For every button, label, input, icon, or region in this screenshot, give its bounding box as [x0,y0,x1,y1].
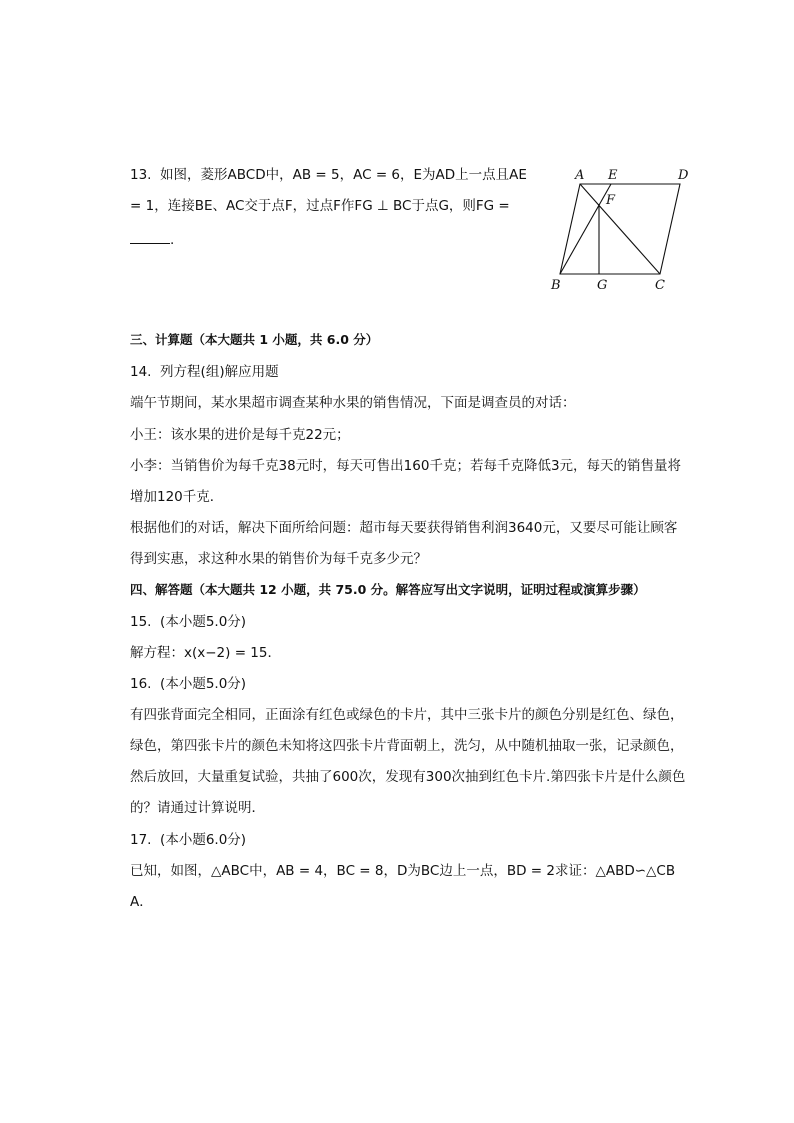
q13-line-1: 13. 如图，菱形ABCD中，AB = 5，AC = 6，E为AD上一点且AE [130,167,527,183]
q16-title: 16. (本小题5.0分) [130,676,247,692]
segment-be [560,184,611,274]
label-c: C [655,278,665,293]
answer-blank [130,229,170,244]
q13-period: . [170,232,175,248]
q17-title: 17. (本小题6.0分) [130,832,247,848]
q14-para-4b: 得到实惠，求这种水果的销售价为每千克多少元？ [130,551,427,567]
label-b: B [551,278,561,293]
q14-para-1: 端午节期间，某水果超市调查某种水果的销售情况，下面是调查员的对话： [130,395,576,411]
q15-body: 解方程：x(x−2) = 15． [130,645,281,661]
q16-line-2: 绿色，第四张卡片的颜色未知将这四张卡片背面朝上，洗匀，从中随机抽取一张，记录颜色， [130,738,684,754]
q17-line-1: 已知，如图，△ABC中，AB = 4，BC = 8，D为BC边上一点，BD = 2求证：△ABD∽△CB [130,863,676,879]
section-4-heading: 四、解答题（本大题共 12 小题，共 75.0 分。解答应写出文字说明，证明过程或演算步骤） [130,582,646,597]
q13-line-3 [130,229,174,249]
q13-line-2: = 1，连接BE、AC交于点F，过点F作FG ⊥ BC于点G，则FG = [130,198,510,214]
section-3-heading: 三、计算题（本大题共 1 小题，共 6.0 分） [130,332,379,347]
q14-para-3a: 小李：当销售价为每千克38元时，每天可售出160千克；若每千克降低3元，每天的销售量将 [130,458,682,474]
q16-line-4: 的？请通过计算说明． [130,800,265,816]
q14-title: 14. 列方程(组)解应用题 [130,364,279,380]
label-d: D [678,168,689,183]
label-f: F [606,193,616,208]
q14-para-2: 小王：该水果的进价是每千克22元； [130,427,350,443]
q14-para-4a: 根据他们的对话，解决下面所给问题：超市每天要获得销售利润3640元，又要尽可能让顾客 [130,520,678,536]
diagonal-ac [580,184,660,274]
q14-para-3b: 增加120千克． [130,489,224,505]
q15-title: 15. (本小题5.0分) [130,614,247,630]
q16-line-3: 然后放回，大量重复试验，共抽了600次，发现有300次抽到红色卡片.第四张卡片是什么颜色 [130,769,686,785]
label-a: A [575,168,585,183]
q17-line-2: A． [130,894,153,910]
q16-line-1: 有四张背面完全相同，正面涂有红色或绿色的卡片，其中三张卡片的颜色分别是红色、绿色， [130,707,684,723]
label-e: E [608,168,618,183]
rhombus-figure [545,160,700,300]
label-g: G [597,278,608,293]
